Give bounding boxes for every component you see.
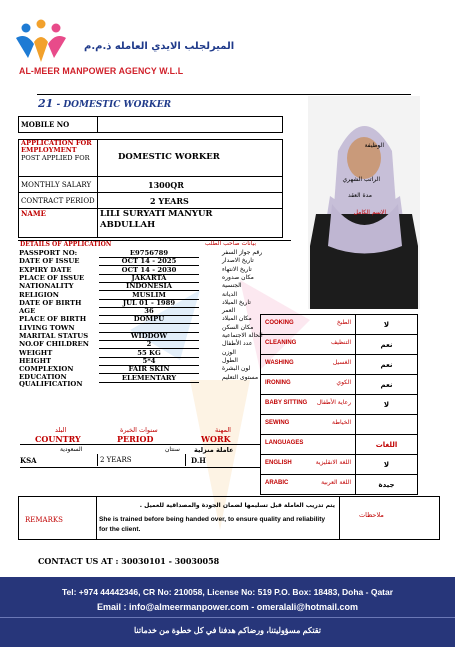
brand-name-english: AL-MEER MANPOWER AGENCY W.L.L (19, 66, 184, 76)
detail-value: MUSLIM (132, 290, 166, 299)
post-ar: الوظيفة (364, 142, 384, 149)
divider (96, 497, 97, 539)
work-ar: المهنة (215, 426, 231, 434)
company-logo (12, 18, 70, 64)
country-ar: البلد (55, 426, 67, 434)
detail-value: DOMPU (133, 315, 165, 324)
skill-mark: لا (356, 315, 418, 335)
name-label: NAME (19, 209, 98, 238)
application-table (18, 116, 386, 238)
skill-cell (261, 355, 356, 375)
post-cell (98, 140, 384, 177)
period-value-ar: سنتان (165, 446, 180, 453)
section-number: 21 (38, 97, 54, 110)
skill-cell (261, 315, 356, 335)
detail-label-ar: الجنسية (222, 282, 242, 290)
detail-label: EDUCATION QUALIFICATION (19, 372, 83, 388)
detail-label-ar: عدد الأطفال (222, 340, 253, 348)
skill-row (261, 455, 418, 475)
detail-label: NO.OF CHILDREN (19, 340, 89, 349)
detail-label: WEIGHT (19, 348, 53, 357)
experience-row (20, 456, 260, 468)
skill-label-ar: اللغة الانقليزية (315, 458, 351, 466)
contract-label: CONTRACT PERIOD (19, 193, 98, 209)
period-label: PERIOD (117, 434, 154, 444)
detail-label: RELIGION (19, 290, 59, 299)
detail-value: JAKARTA (131, 273, 167, 282)
detail-label-ar: تاريخ الاصدار (222, 257, 254, 265)
skill-row (261, 415, 418, 435)
salary-value: 1300QR (148, 179, 184, 190)
footer-phone-line: Tel: +974 44442346, CR No: 210058, License No: 519 P.O. Box: 18483, Doha - Qatar (61, 587, 394, 597)
period-value: 2 YEARS (100, 456, 132, 464)
detail-label: PLACE OF BIRTH (19, 315, 87, 324)
detail-value: ELEMENTARY (121, 373, 177, 382)
detail-label: LIVING TOWN (19, 323, 75, 332)
skill-cell (261, 375, 356, 395)
detail-label-ar: مستوى التعليم (222, 373, 259, 381)
skill-label: BABY SITTING (265, 399, 308, 406)
detail-label-ar: مكان الميلاد (222, 315, 252, 323)
contact-line: CONTACT US AT : 30030101 - 30030058 (38, 556, 220, 566)
work-value-ar: عاملة منزلية (194, 446, 234, 454)
skill-label: LANGUAGES (265, 439, 304, 446)
work-label: WORK (201, 434, 231, 444)
detail-value: 36 (144, 307, 154, 316)
period-ar: سنوات الخبرة (120, 426, 158, 434)
skill-row (261, 395, 418, 415)
contract-cell (98, 191, 372, 209)
skill-cell (261, 435, 356, 455)
detail-label-ar: الوزن (222, 348, 236, 356)
details-heading-ar: بيانات صاحب الطلب (204, 240, 256, 247)
divider (37, 94, 411, 95)
country-label: COUNTRY (35, 434, 81, 444)
detail-label-ar: مكان السكن (222, 323, 254, 331)
detail-value: 2 (146, 340, 152, 349)
skill-row (261, 375, 418, 395)
skill-label-ar: رعاية الأطفال (316, 398, 351, 406)
skill-label-ar: اللغة العربية (321, 478, 351, 486)
skill-row (261, 475, 418, 495)
skill-cell (261, 455, 356, 475)
skill-cell (261, 415, 356, 435)
detail-value: 5*4 (142, 356, 156, 365)
detail-value: FAIR SKIN (128, 365, 170, 374)
skill-mark: جيدة (356, 475, 418, 495)
detail-value: OCT 14 - 2030 (121, 265, 177, 274)
detail-label: PASSPORT NO: (19, 249, 78, 257)
skill-label: IRONING (265, 379, 291, 386)
application-cell (19, 140, 98, 177)
section-title (38, 97, 171, 110)
skill-cell (261, 475, 356, 495)
contract-ar: مدة العقد (348, 191, 372, 199)
skill-row (261, 355, 418, 375)
divider (0, 617, 455, 618)
divider (185, 454, 186, 466)
skill-mark: اللغات (356, 435, 418, 455)
detail-label-ar: رقم جواز السفر (222, 249, 263, 256)
mobile-value (98, 117, 283, 133)
name-value: LILI SURYATI MANYUR ABDULLAH (100, 209, 213, 230)
detail-label-ar: العمر (222, 307, 236, 315)
remarks-text-en: She is trained before being handed over, to ensure quality and reliability for the client. (99, 516, 326, 533)
skill-mark: لا (356, 395, 418, 415)
footer-tagline: تقتكم مسؤوليتنا، ورضاكم هدفنا في كل خطوة من خدماتنا (133, 626, 322, 635)
footer-email-line: Email : info@almeermanpower.com - omeralali@hotmail.com (96, 602, 359, 612)
salary-cell (98, 175, 380, 193)
skills-table (260, 314, 418, 495)
detail-label: COMPLEXION (19, 365, 74, 374)
country-value: KSA (20, 456, 37, 465)
skill-cell (261, 395, 356, 415)
details-heading-label: DETAILS OF APPLICATION (20, 241, 112, 248)
detail-label-ar: تاريخ الميلاد (222, 298, 251, 306)
skill-cell (261, 335, 356, 355)
divider (20, 467, 260, 468)
divider (339, 497, 340, 539)
skill-label-ar: الغسيل (332, 358, 351, 366)
experience-header (20, 426, 260, 456)
divider (99, 382, 199, 383)
remarks-label-ar: ملاحظات (359, 511, 384, 519)
remarks-text-ar: يتم تدريب العاملة قبل تسليمها لضمان الجودة والمصداقية للعميل . (139, 502, 335, 509)
applicant-photo (308, 96, 420, 309)
salary-label: MONTHLY SALARY (19, 177, 98, 193)
skill-label: ENGLISH (265, 459, 292, 466)
divider (97, 454, 98, 466)
skill-label-ar: الخياطة (332, 418, 351, 426)
detail-label: HEIGHT (19, 356, 52, 365)
detail-value: WIDDOW (130, 332, 168, 340)
detail-value: E9756789 (129, 249, 169, 257)
skill-row (261, 435, 418, 455)
section-title-text: - DOMESTIC WORKER (56, 100, 172, 110)
remarks-box (18, 496, 440, 540)
post-label: POST APPLIED FOR (21, 154, 90, 162)
post-value: DOMESTIC WORKER (118, 152, 220, 162)
skill-mark (356, 415, 418, 435)
skill-label-ar: الطبخ (336, 318, 351, 326)
detail-label-ar: مكان صدوره (222, 273, 254, 281)
detail-label: DATE OF ISSUE (19, 257, 80, 266)
salary-ar: الراتب الشهري (342, 175, 380, 183)
skill-label: CLEANING (265, 339, 297, 346)
work-value: D.H (191, 456, 206, 465)
skill-row (261, 315, 418, 335)
detail-label-ar: تاريخ الانتهاء (222, 265, 252, 273)
detail-label-ar: لون البشرة (222, 365, 251, 373)
detail-value: JUL 01 - 1989 (122, 298, 176, 307)
contract-value: 2 YEARS (150, 195, 189, 206)
remarks-label: REMARKS (25, 516, 63, 524)
skill-label: SEWING (265, 419, 290, 426)
skill-mark: نعم (356, 375, 418, 395)
skill-label: ARABIC (265, 479, 289, 486)
skill-label: COOKING (265, 319, 294, 326)
skill-label-ar: الكوي (336, 378, 351, 386)
detail-label: PLACE OF ISSUE (19, 273, 85, 282)
detail-label: MARITAL STATUS (19, 332, 89, 340)
skill-mark: نعم (356, 335, 418, 355)
skill-row (261, 335, 418, 355)
detail-label: NATIONALITY (19, 282, 74, 291)
brand-name-arabic: الميرلجلب الايدي العامله ذ.م.م (84, 41, 235, 52)
detail-value: 55 KG (137, 348, 161, 357)
country-value-ar: السعودية (60, 446, 83, 453)
detail-label-ar: الديانة (222, 290, 238, 298)
detail-value: INDONESIA (126, 282, 172, 291)
skill-mark: لا (356, 455, 418, 475)
application-label: APPLICATION FOR EMPLOYMENT (21, 139, 92, 154)
name-ar: الاسم الكامل (353, 209, 386, 216)
detail-label-ar: الطول (222, 356, 238, 364)
skill-label-ar: التنظيف (330, 338, 351, 346)
detail-label: DATE OF BIRTH (19, 298, 82, 307)
detail-label: AGE (19, 307, 36, 316)
name-cell (98, 209, 386, 238)
detail-value: OCT 14 - 2025 (121, 257, 177, 266)
skill-mark: نعم (356, 355, 418, 375)
divider (20, 444, 260, 445)
details-heading (18, 240, 291, 248)
mobile-label: MOBILE NO (19, 117, 98, 133)
detail-label: EXPIRY DATE (19, 265, 72, 274)
skill-label: WASHING (265, 359, 294, 366)
divider (99, 323, 199, 324)
detail-label-ar: الحالة الاجتماعية (222, 332, 263, 339)
